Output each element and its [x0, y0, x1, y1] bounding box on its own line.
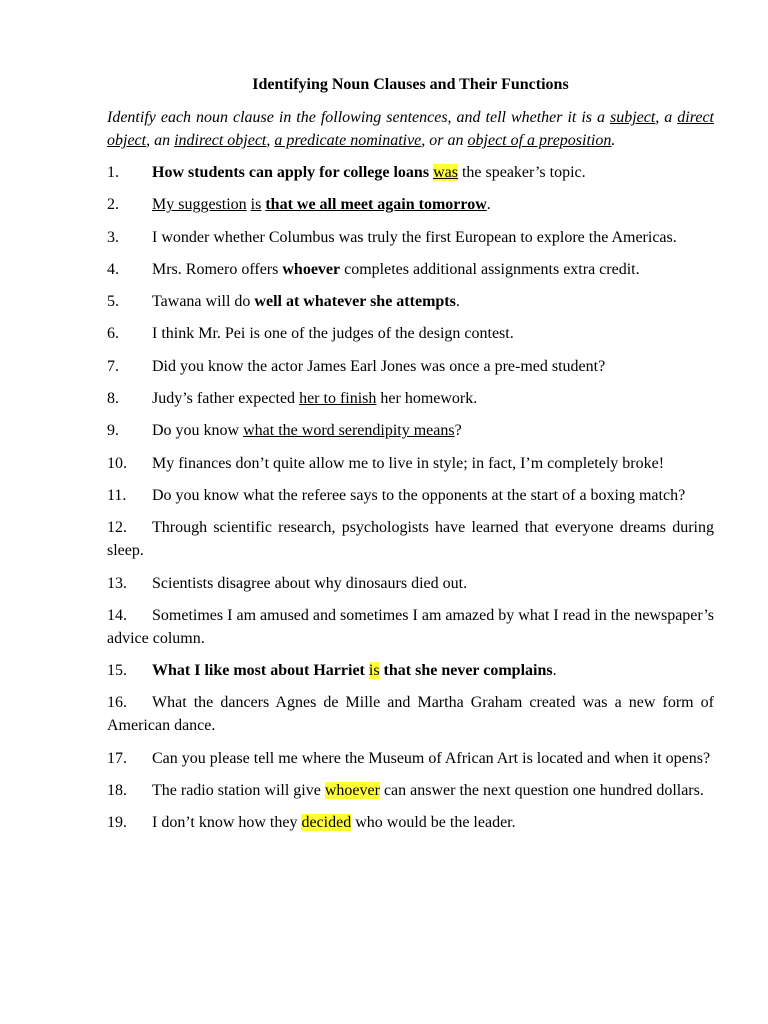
item-number: 16. — [107, 694, 127, 712]
text-run: the speaker’s topic. — [457, 164, 586, 181]
text-run: I wonder whether Columbus was truly the first European to explore the Americas. — [152, 228, 677, 246]
exercise-item — [107, 484, 714, 507]
item-number: 9. — [107, 422, 119, 440]
text-run: , an — [146, 132, 175, 149]
styled-text-run: How students can apply for college loans — [152, 164, 430, 181]
exercise-item — [107, 779, 714, 802]
item-number: 8. — [107, 390, 119, 408]
styled-text-run: her to finish — [299, 390, 377, 408]
styled-text-run: what the word serendipity means — [243, 422, 455, 440]
instructions — [107, 106, 714, 152]
exercise-item — [107, 811, 714, 834]
item-number: 12. — [107, 519, 127, 537]
text-run: ? — [454, 422, 462, 440]
text-run: Judy’s father expected — [152, 390, 300, 408]
exercise-item — [107, 355, 714, 378]
item-number: 17. — [107, 749, 127, 767]
styled-text-run: is — [368, 662, 380, 680]
styled-text-run: decided — [301, 814, 352, 832]
item-number: 13. — [107, 574, 127, 592]
styled-text-run: that we all meet again tomorrow — [265, 196, 487, 214]
document-title: Identifying Noun Clauses and Their Functions — [252, 76, 569, 93]
text-run: her homework. — [376, 390, 478, 408]
text-run: Did you know the actor James Earl Jones was once a pre-med student? — [152, 357, 606, 375]
exercise-item — [107, 659, 714, 682]
item-number: 2. — [107, 196, 119, 214]
styled-text-run: subject — [609, 109, 656, 126]
styled-text-run: whoever — [282, 260, 341, 278]
exercise-item — [107, 691, 714, 737]
styled-text-run: well at whatever she attempts — [254, 293, 456, 311]
text-run: . — [455, 293, 460, 311]
text-run: who would be the leader. — [351, 814, 516, 832]
text-run: . — [611, 132, 616, 149]
exercise-item — [107, 516, 714, 562]
exercise-item — [107, 419, 714, 442]
text-run: Can you please tell me where the Museum of African Art is located and when it opens? — [152, 749, 711, 767]
exercise-item — [107, 290, 714, 313]
exercise-list — [107, 161, 714, 834]
styled-text-run: indirect object — [174, 132, 267, 149]
text-run: I don’t know how they — [152, 814, 302, 832]
styled-text-run: object of a preposition — [467, 132, 612, 149]
text-run: My finances don’t quite allow me to live in style; in fact, I’m completely broke! — [152, 454, 665, 472]
text-run: What the dancers Agnes de Mille and Martha Graham created was a new form of American dance. — [107, 694, 714, 735]
exercise-item — [107, 604, 714, 650]
styled-text-run: that she never complains — [383, 662, 553, 680]
text-run: . — [486, 196, 491, 214]
text-run: I think Mr. Pei is one of the judges of the design contest. — [152, 325, 514, 343]
item-number: 1. — [107, 164, 119, 181]
exercise-item — [107, 193, 714, 216]
styled-text-run: My suggestion — [152, 196, 247, 214]
text-run: Do you know what the referee says to the opponents at the start of a boxing match? — [152, 486, 686, 504]
text-run: , or an — [421, 132, 468, 149]
item-number: 14. — [107, 606, 127, 624]
item-number: 18. — [107, 782, 127, 800]
text-run: Mrs. Romero offers — [152, 260, 283, 278]
item-number: 7. — [107, 357, 119, 375]
item-number: 5. — [107, 293, 119, 311]
text-run: The radio station will give — [152, 782, 325, 800]
styled-text-run: is — [250, 196, 262, 214]
text-run: Tawana will do — [152, 293, 255, 311]
exercise-item — [107, 572, 714, 595]
exercise-item — [107, 322, 714, 345]
item-number: 6. — [107, 325, 119, 343]
styled-text-run: What I like most about Harriet — [152, 662, 365, 680]
text-run: Through scientific research, psychologists have learned that everyone dreams during sleep. — [107, 519, 714, 560]
item-number: 10. — [107, 454, 127, 472]
exercise-item — [107, 452, 714, 475]
item-number: 15. — [107, 662, 127, 680]
text-run: Identify each noun clause in the following sentences, and tell whether it is a — [107, 109, 610, 126]
text-run: Sometimes I am amused and sometimes I am amazed by what I read in the newspaper’s advice column. — [107, 606, 714, 647]
text-run: . — [552, 662, 557, 680]
exercise-item — [107, 161, 714, 184]
text-run: , — [266, 132, 275, 149]
exercise-item — [107, 226, 714, 249]
text-run: Do you know — [152, 422, 244, 440]
exercise-item — [107, 258, 714, 281]
styled-text-run: was — [433, 164, 458, 181]
item-number: 3. — [107, 228, 119, 246]
item-number: 19. — [107, 814, 127, 832]
styled-text-run: a predicate nominative — [274, 132, 422, 149]
text-run: , a — [655, 109, 678, 126]
text-run: completes additional assignments extra credit. — [340, 260, 640, 278]
text-run: Scientists disagree about why dinosaurs died out. — [152, 574, 468, 592]
item-number: 11. — [107, 486, 127, 504]
item-number: 4. — [107, 260, 119, 278]
exercise-item — [107, 387, 714, 410]
styled-text-run: direct object — [107, 109, 714, 149]
exercise-item — [107, 747, 714, 770]
text-run: can answer the next question one hundred dollars. — [379, 782, 704, 800]
styled-text-run: whoever — [324, 782, 380, 800]
